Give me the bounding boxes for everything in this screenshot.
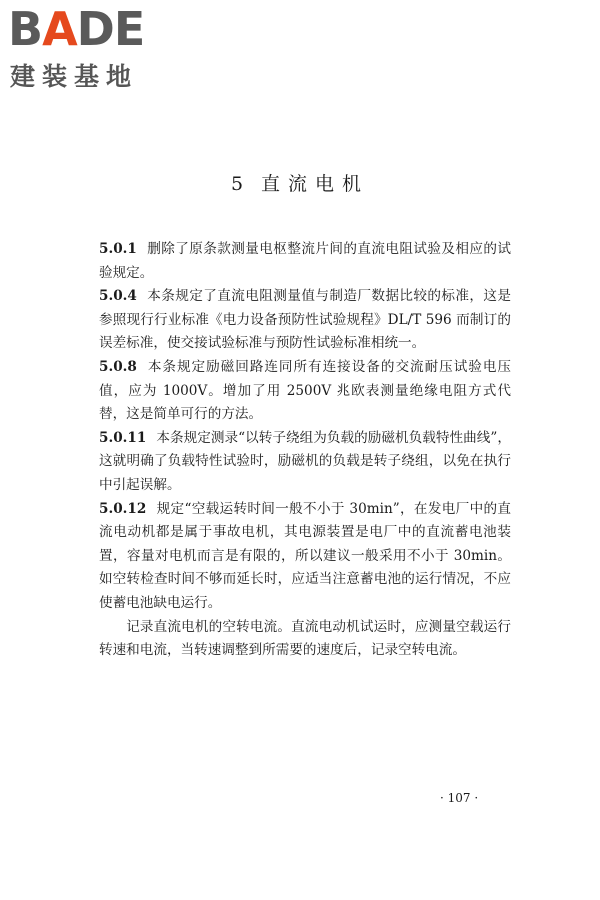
clause-text: 本条规定测录“以转子绕组为负载的励磁机负载特性曲线”，这就明确了负载特性试验时，励磁机的负载是转子绕组，以免在执行中引起误解。: [99, 429, 511, 493]
clause-number: 5.0.4: [99, 288, 137, 305]
logo-wordmark: BADE: [8, 2, 145, 56]
clause-paragraph: [99, 498, 511, 616]
page-number: · 107 ·: [440, 791, 479, 805]
clause-paragraph: [99, 356, 511, 427]
body-text: [99, 238, 511, 663]
clause-number: 5.0.12: [99, 500, 147, 517]
clause-number: 5.0.1: [99, 241, 137, 257]
clause-paragraph: [99, 238, 511, 285]
chapter-heading: 直流电机: [261, 173, 370, 195]
chapter-title: [0, 170, 600, 198]
clause-paragraph: [99, 427, 511, 498]
clause-paragraph: [99, 285, 511, 356]
clause-text: 本条规定了直流电阻测量值与制造厂数据比较的标准，这是参照现行行业标准《电力设备预防性试验规程》DL/T 596 而制订的误差标准，使交接试验标准与预防性试验标准相统一。: [99, 288, 511, 352]
closing-paragraph: 记录直流电机的空转电流。直流电动机试运时，应测量空载运行转速和电流，当转速调整到所需要的速度后，记录空转电流。: [99, 618, 511, 659]
publisher-logo: [8, 4, 178, 92]
clause-number: 5.0.8: [99, 358, 137, 375]
logo-accent-letter: A: [42, 2, 77, 56]
clause-text: 删除了原条款测量电枢整流片间的直流电阻试验及相应的试验规定。: [99, 241, 511, 281]
clause-text: 本条规定励磁回路连同所有连接设备的交流耐压试验电压值，应为 1000V。增加了用 2500V 兆欧表测量绝缘电阻方式代替，这是简单可行的方法。: [99, 358, 511, 423]
clause-number: 5.0.11: [99, 429, 147, 446]
chapter-number: 5: [230, 173, 252, 195]
logo-subtitle: 建装基地: [10, 62, 139, 91]
clause-text: 规定“空载运转时间一般不小于 30min”，在发电厂中的直流电动机都是属于事故电机，其电源装置是电厂中的直流蓄电池装置，容量对电机而言是有限的，所以建议一般采用不小于 30min。如空转检查时间不够而延长时，应适当注意蓄电池的运行情况，不应使蓄电池缺电运行。: [99, 500, 511, 611]
